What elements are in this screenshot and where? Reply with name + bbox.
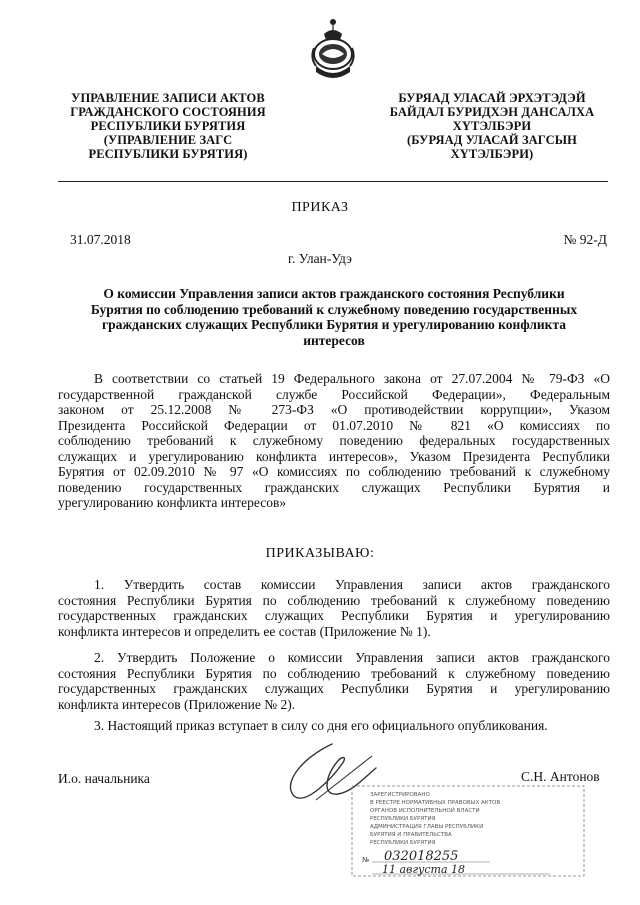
header-divider	[58, 181, 608, 182]
svg-text:АДМИНИСТРАЦИЯ ГЛАВЫ РЕСПУБЛИКИ: АДМИНИСТРАЦИЯ ГЛАВЫ РЕСПУБЛИКИ	[370, 824, 484, 830]
svg-text:РЕСПУБЛИКИ БУРЯТИЯ: РЕСПУБЛИКИ БУРЯТИЯ	[370, 840, 436, 846]
header-right-line: ХҮТЭЛБЭРИ	[452, 119, 532, 133]
header-left	[48, 91, 288, 161]
order-item-2	[58, 650, 610, 712]
order-date: 31.07.2018	[70, 232, 131, 247]
preamble-line: Бурятия от 02.09.2010 № 97 «О комиссиях по соблюдению требований к служебному	[58, 464, 610, 479]
stamp-reg-number: 032018255	[384, 849, 459, 864]
item-line: государственных гражданских служащих Республики Бурятия и урегулированию	[58, 681, 610, 696]
svg-text:№: №	[362, 856, 370, 864]
order-item-1	[58, 577, 610, 639]
preamble-paragraph	[58, 371, 610, 511]
header-right-line: БУРЯАД УЛАСАЙ ЭРХЭТЭДЭЙ	[398, 91, 586, 105]
item-line: государственных гражданских служащих Республики Бурятия и урегулированию	[58, 608, 610, 623]
coat-of-arms-icon	[306, 14, 360, 84]
header-right-line: (БУРЯАД УЛАСАЙ ЗАГСЫН	[406, 133, 577, 147]
signatory-position: И.о. начальника	[58, 771, 150, 786]
svg-text:БУРЯТИЯ И ПРАВИТЕЛЬСТВА: БУРЯТИЯ И ПРАВИТЕЛЬСТВА	[370, 832, 452, 838]
header-right	[372, 91, 612, 161]
svg-text:ОРГАНОВ ИСПОЛНИТЕЛЬНОЙ ВЛАСТИ: ОРГАНОВ ИСПОЛНИТЕЛЬНОЙ ВЛАСТИ	[370, 808, 480, 814]
header-right-line: ХҮТЭЛБЭРИ)	[450, 147, 534, 161]
item-line: конфликта интересов (Приложение № 2).	[58, 696, 296, 712]
preamble-line: государственной гражданской службе Российской Федерации», Федеральным	[58, 386, 610, 402]
order-city: г. Улан-Удэ	[288, 251, 352, 266]
order-number: № 92-Д	[563, 232, 607, 247]
preamble-line: соблюдению требований к служебному поведению федеральных государственных	[58, 433, 610, 448]
registration-stamp	[340, 770, 590, 880]
document-title: ПРИКАЗ	[291, 200, 349, 215]
subject-line: интересов	[303, 332, 365, 348]
stamp-reg-date: 11 августа 18	[382, 863, 466, 876]
subject-line: О комиссии Управления записи актов гражданского состояния Республики	[103, 286, 565, 301]
preamble-line: урегулированию конфликта интересов»	[58, 495, 287, 510]
item-line: конфликта интересов и определить ее состав (Приложение № 1).	[58, 623, 431, 639]
item-line: 2. Утвердить Положение о комиссии Управления записи актов гражданского	[94, 650, 610, 665]
header-left-line: РЕСПУБЛИКИ БУРЯТИЯ	[90, 119, 246, 133]
item-line: 1. Утвердить состав комиссии Управления записи актов гражданского	[94, 577, 610, 592]
preamble-line: В соответствии со статьей 19 Федерального закона от 27.07.2004 № 79-ФЗ «О	[94, 371, 610, 386]
preamble-line: служащих и урегулированию конфликта интересов», Указом Президента Республики	[58, 448, 610, 464]
item-line: состояния Республики Бурятия по соблюдению требований к служебному поведению	[58, 665, 610, 681]
item-line: 3. Настоящий приказ вступает в силу со дня его официального опубликования.	[94, 718, 548, 733]
item-line: состояния Республики Бурятия по соблюдению требований к служебному поведению	[58, 592, 610, 608]
order-subject	[58, 286, 610, 348]
header-left-line: (УПРАВЛЕНИЕ ЗАГС	[103, 133, 233, 147]
header-left-line: УПРАВЛЕНИЕ ЗАПИСИ АКТОВ	[71, 91, 265, 105]
subject-line: Бурятия по соблюдению требований к служебному поведению государственных	[90, 301, 578, 317]
header-right-line: БАЙДАЛ БУРИДХЭН ДАНСАЛХА	[389, 105, 595, 119]
header-left-line: РЕСПУБЛИКИ БУРЯТИЯ)	[88, 147, 248, 161]
header-left-line: ГРАЖДАНСКОГО СОСТОЯНИЯ	[70, 105, 266, 119]
svg-text:РЕСПУБЛИКИ БУРЯТИЯ: РЕСПУБЛИКИ БУРЯТИЯ	[370, 816, 436, 822]
decree-word: ПРИКАЗЫВАЮ:	[265, 546, 375, 561]
preamble-line: Президента Российской Федерации от 01.07.2010 № 821 «О комиссиях по	[58, 417, 610, 433]
svg-text:ЗАРЕГИСТРИРОВАНО: ЗАРЕГИСТРИРОВАНО	[370, 792, 430, 798]
signatory-name: С.Н. Антонов	[521, 769, 600, 784]
order-item-3	[58, 718, 610, 734]
subject-line: гражданских служащих Республики Бурятия и урегулированию конфликта	[101, 317, 566, 332]
preamble-line: законом от 25.12.2008 № 273-ФЗ «О противодействии коррупции», Указом	[58, 402, 610, 417]
preamble-line: поведению государственных гражданских служащих Республики Бурятия и	[58, 479, 610, 495]
svg-text:В РЕЕСТРЕ НОРМАТИВНЫХ ПРАВОВЫХ: В РЕЕСТРЕ НОРМАТИВНЫХ ПРАВОВЫХ АКТОВ	[370, 800, 501, 806]
